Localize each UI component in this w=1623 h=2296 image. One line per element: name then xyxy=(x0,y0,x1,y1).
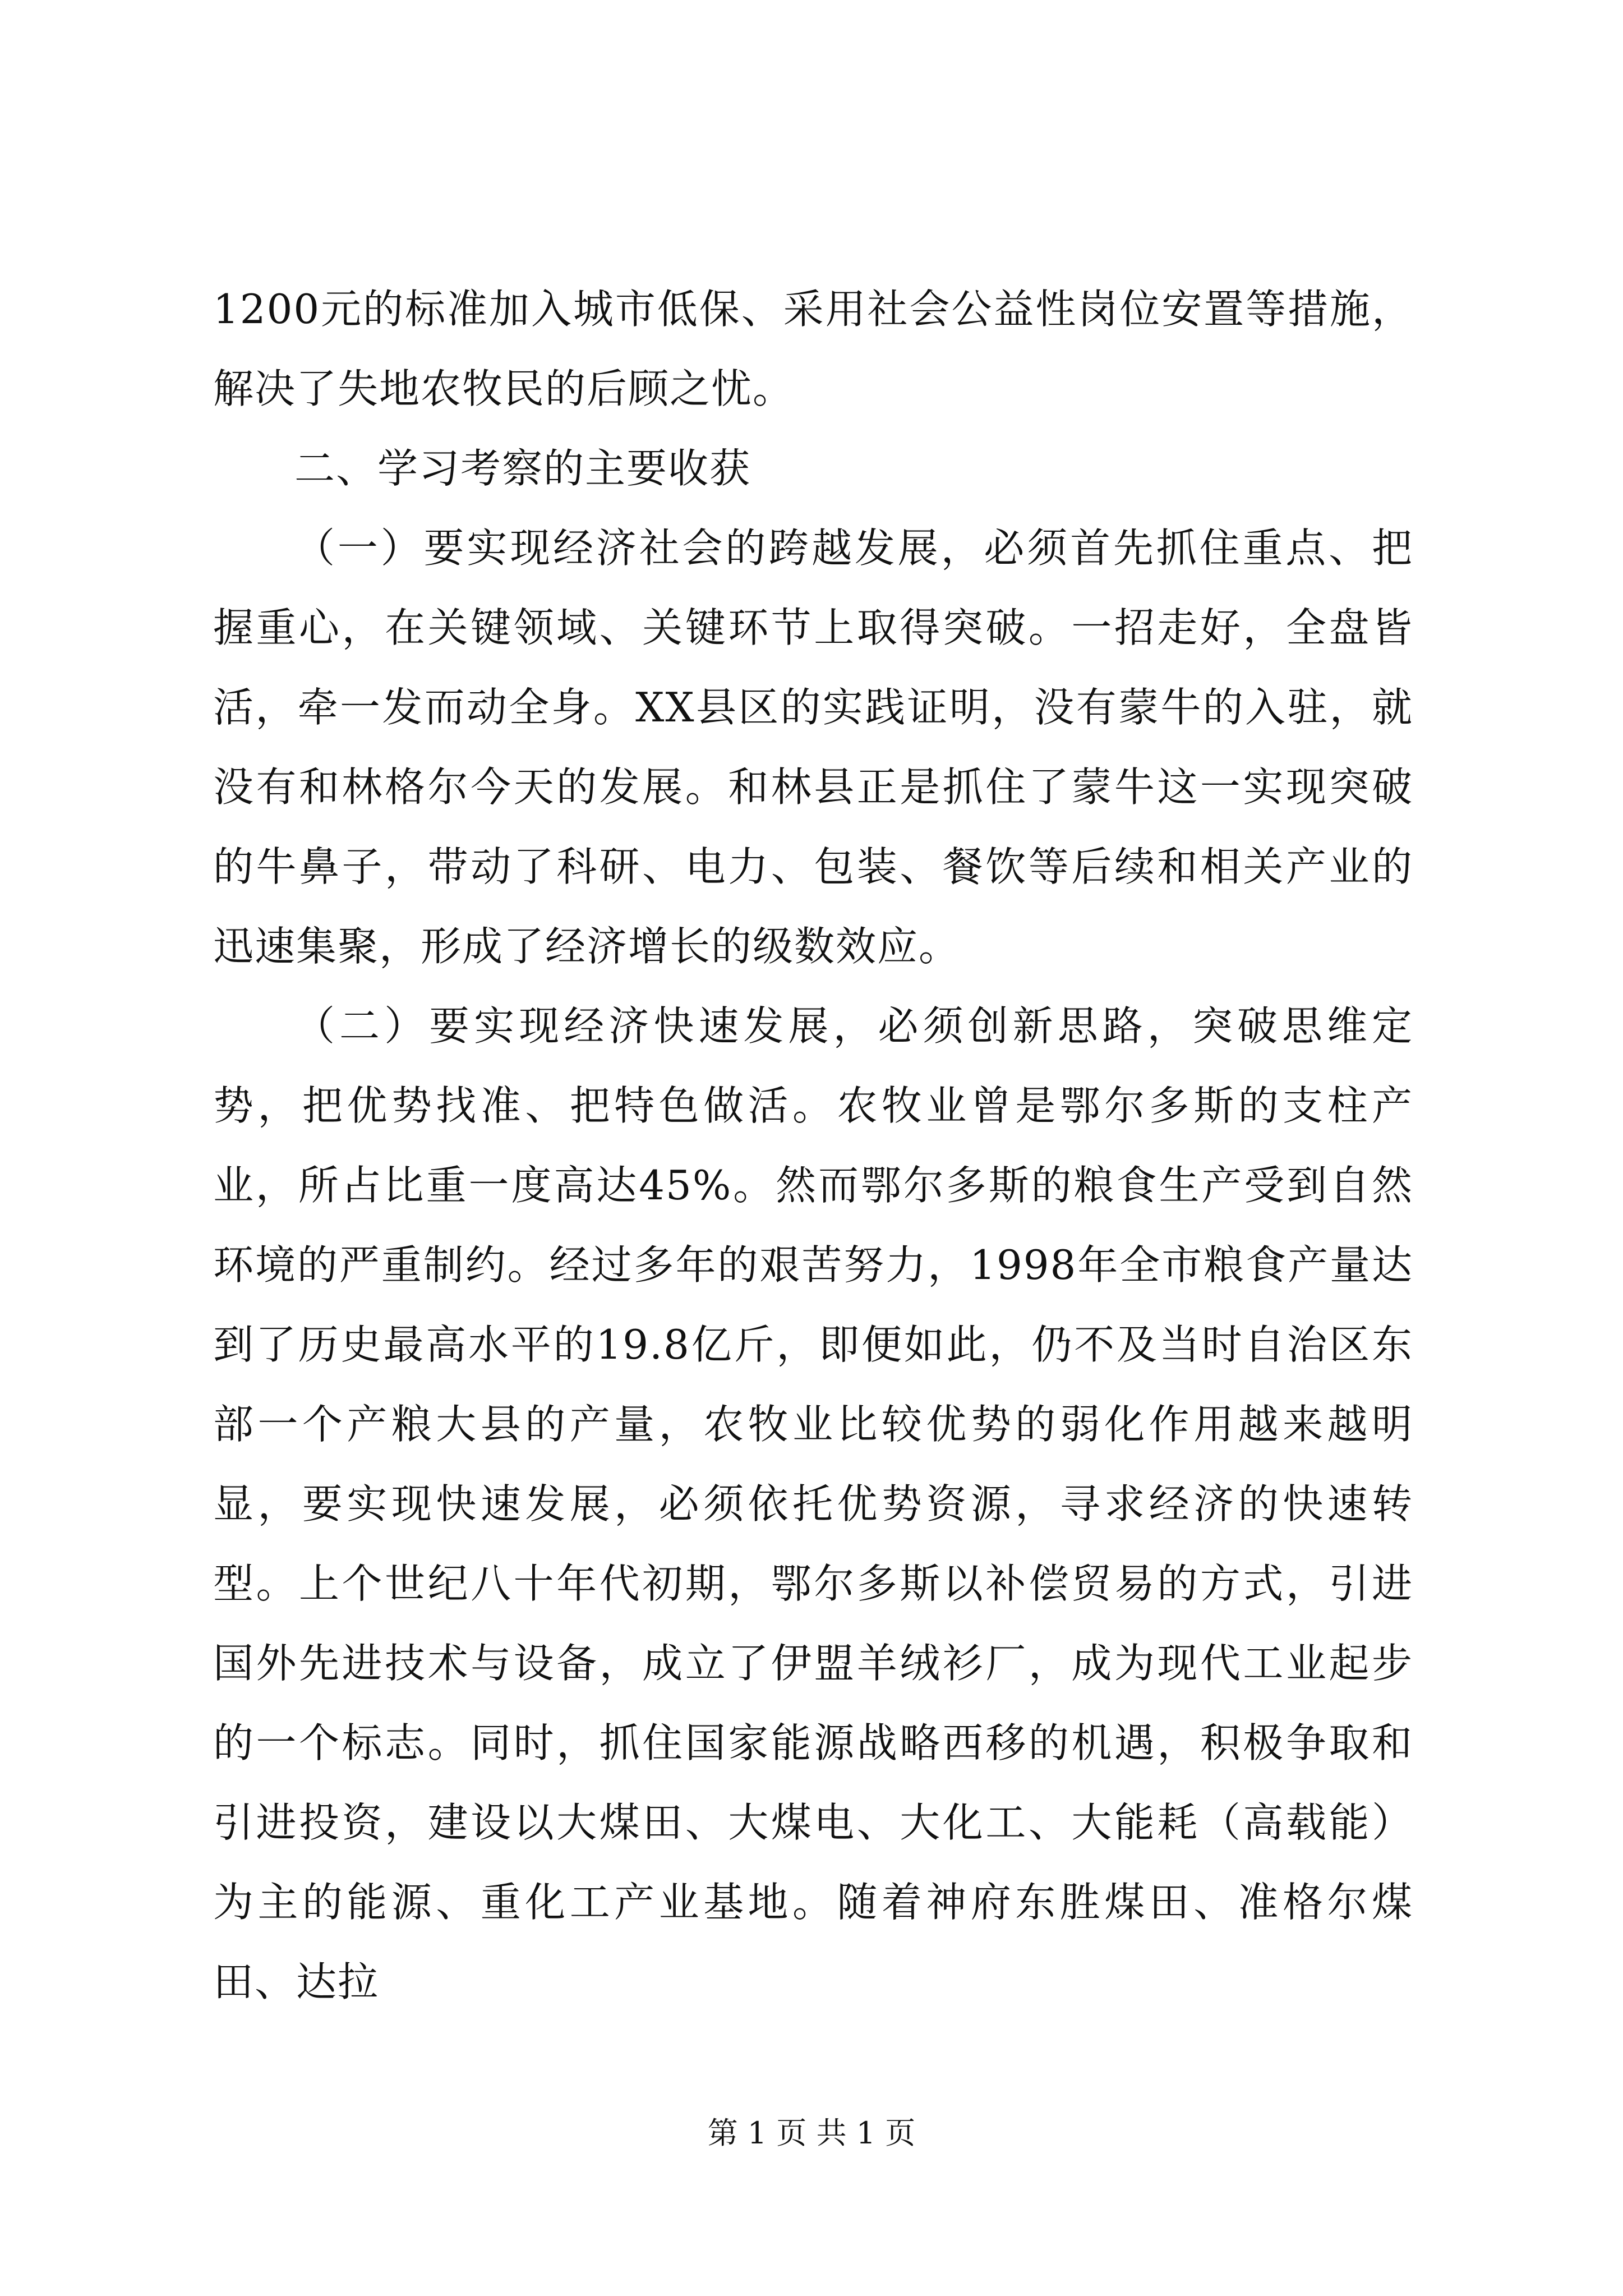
section-heading: 二、学习考察的主要收获 xyxy=(294,445,751,492)
page-footer: 第 1 页 共 1 页 xyxy=(707,2115,916,2151)
paragraph-point-1: （一）要实现经济社会的跨越发展，必须首先抓住重点、把握重心，在关键领域、关键环节上取得突破。一招走好，全盘皆活，牵一发而动全身。XX县区的实践证明，没有蒙牛的入驻，就没有和林格尔今天的发展。和林县正是抓住了蒙牛这一实现突破的牛鼻子，带动了科研、电力、包装、餐饮等后续和相关产业的迅速集聚，形成了经济增长的级数效应。 xyxy=(213,524,1413,970)
body-text xyxy=(213,269,1413,2022)
paragraph-continued: 1200元的标准加入城市低保、采用社会公益性岗位安置等措施，解决了失地农牧民的后顾之忧。 xyxy=(213,286,1413,412)
paragraph-point-2: （二）要实现经济快速发展，必须创新思路，突破思维定势，把优势找准、把特色做活。农牧业曾是鄂尔多斯的支柱产业，所占比重一度高达45%。然而鄂尔多斯的粮食生产受到自然环境的严重制约。经过多年的艰苦努力，1998年全市粮食产量达到了历史最高水平的19.8亿斤，即便如此，仍不及当时自治区东部一个产粮大县的产量，农牧业比较优势的弱化作用越来越明显，要实现快速发展，必须依托优势资源，寻求经济的快速转型。上个世纪八十年代初期，鄂尔多斯以补偿贸易的方式，引进国外先进技术与设备，成立了伊盟羊绒衫厂，成为现代工业起步的一个标志。同时，抓住国家能源战略西移的机遇，积极争取和引进投资，建设以大煤田、大煤电、大化工、大能耗（高载能）为主的能源、重化工产业基地。随着神府东胜煤田、准格尔煤田、达拉 xyxy=(213,1002,1413,2005)
